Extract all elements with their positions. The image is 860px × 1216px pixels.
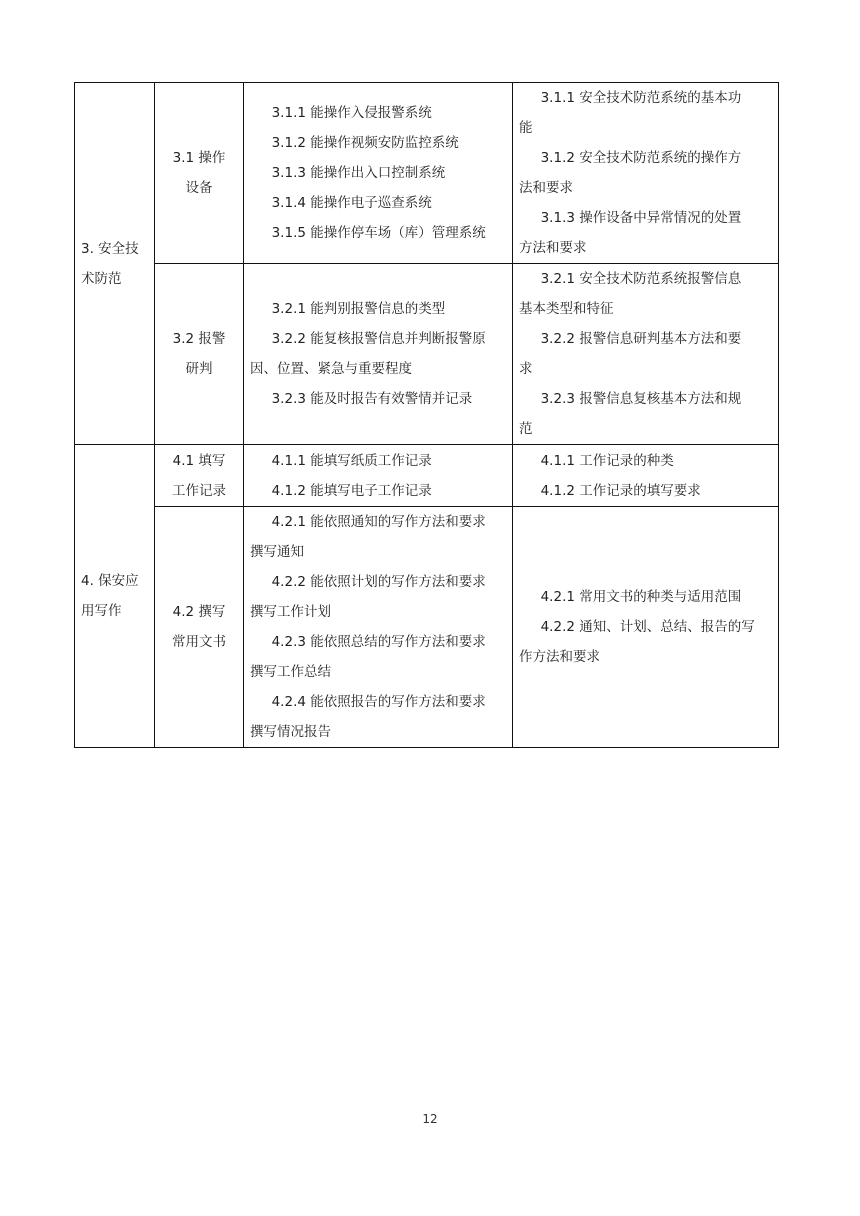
related-knowledge-cell: 4.1.1 工作记录的种类 4.1.2 工作记录的填写要求 (513, 445, 779, 507)
table-row (75, 507, 779, 748)
table-row (75, 83, 779, 264)
skill-requirements-cell: 4.1.1 能填写纸质工作记录 4.1.2 能填写电子工作记录 (244, 445, 513, 507)
related-knowledge-cell: 4.2.1 常用文书的种类与适用范围 4.2.2 通知、计划、总结、报告的写 作方法和要求 (513, 507, 779, 748)
work-content-cell: 4.2 撰写 常用文书 (155, 507, 244, 748)
page-number: 12 (422, 1112, 438, 1126)
work-content-cell: 3.1 操作 设备 (155, 83, 244, 264)
skill-requirements-cell: 3.1.1 能操作入侵报警系统 3.1.2 能操作视频安防监控系统 3.1.3 能操作出入口控制系统 3.1.4 能操作电子巡查系统 3.1.5 能操作停车场（库）管理系统 (244, 83, 513, 264)
function-cell: 4. 保安应 用写作 (75, 445, 155, 748)
related-knowledge-cell: 3.2.1 安全技术防范系统报警信息 基本类型和特征 3.2.2 报警信息研判基本方法和要 求 3.2.3 报警信息复核基本方法和规 范 (513, 264, 779, 445)
table-row (75, 445, 779, 507)
skill-requirements-cell: 3.2.1 能判别报警信息的类型 3.2.2 能复核报警信息并判断报警原 因、位置、紧急与重要程度 3.2.3 能及时报告有效警情并记录 (244, 264, 513, 445)
related-knowledge-cell: 3.1.1 安全技术防范系统的基本功 能 3.1.2 安全技术防范系统的操作方 法和要求 3.1.3 操作设备中异常情况的处置 方法和要求 (513, 83, 779, 264)
skills-table (74, 82, 779, 748)
table-row (75, 264, 779, 445)
work-content-cell: 3.2 报警 研判 (155, 264, 244, 445)
work-content-cell: 4.1 填写 工作记录 (155, 445, 244, 507)
function-cell: 3. 安全技 术防范 (75, 83, 155, 445)
skill-requirements-cell: 4.2.1 能依照通知的写作方法和要求 撰写通知 4.2.2 能依照计划的写作方法和要求 撰写工作计划 4.2.3 能依照总结的写作方法和要求 撰写工作总结 4.2.4 能依照报告的写作方法和要求 撰写情况报告 (244, 507, 513, 748)
